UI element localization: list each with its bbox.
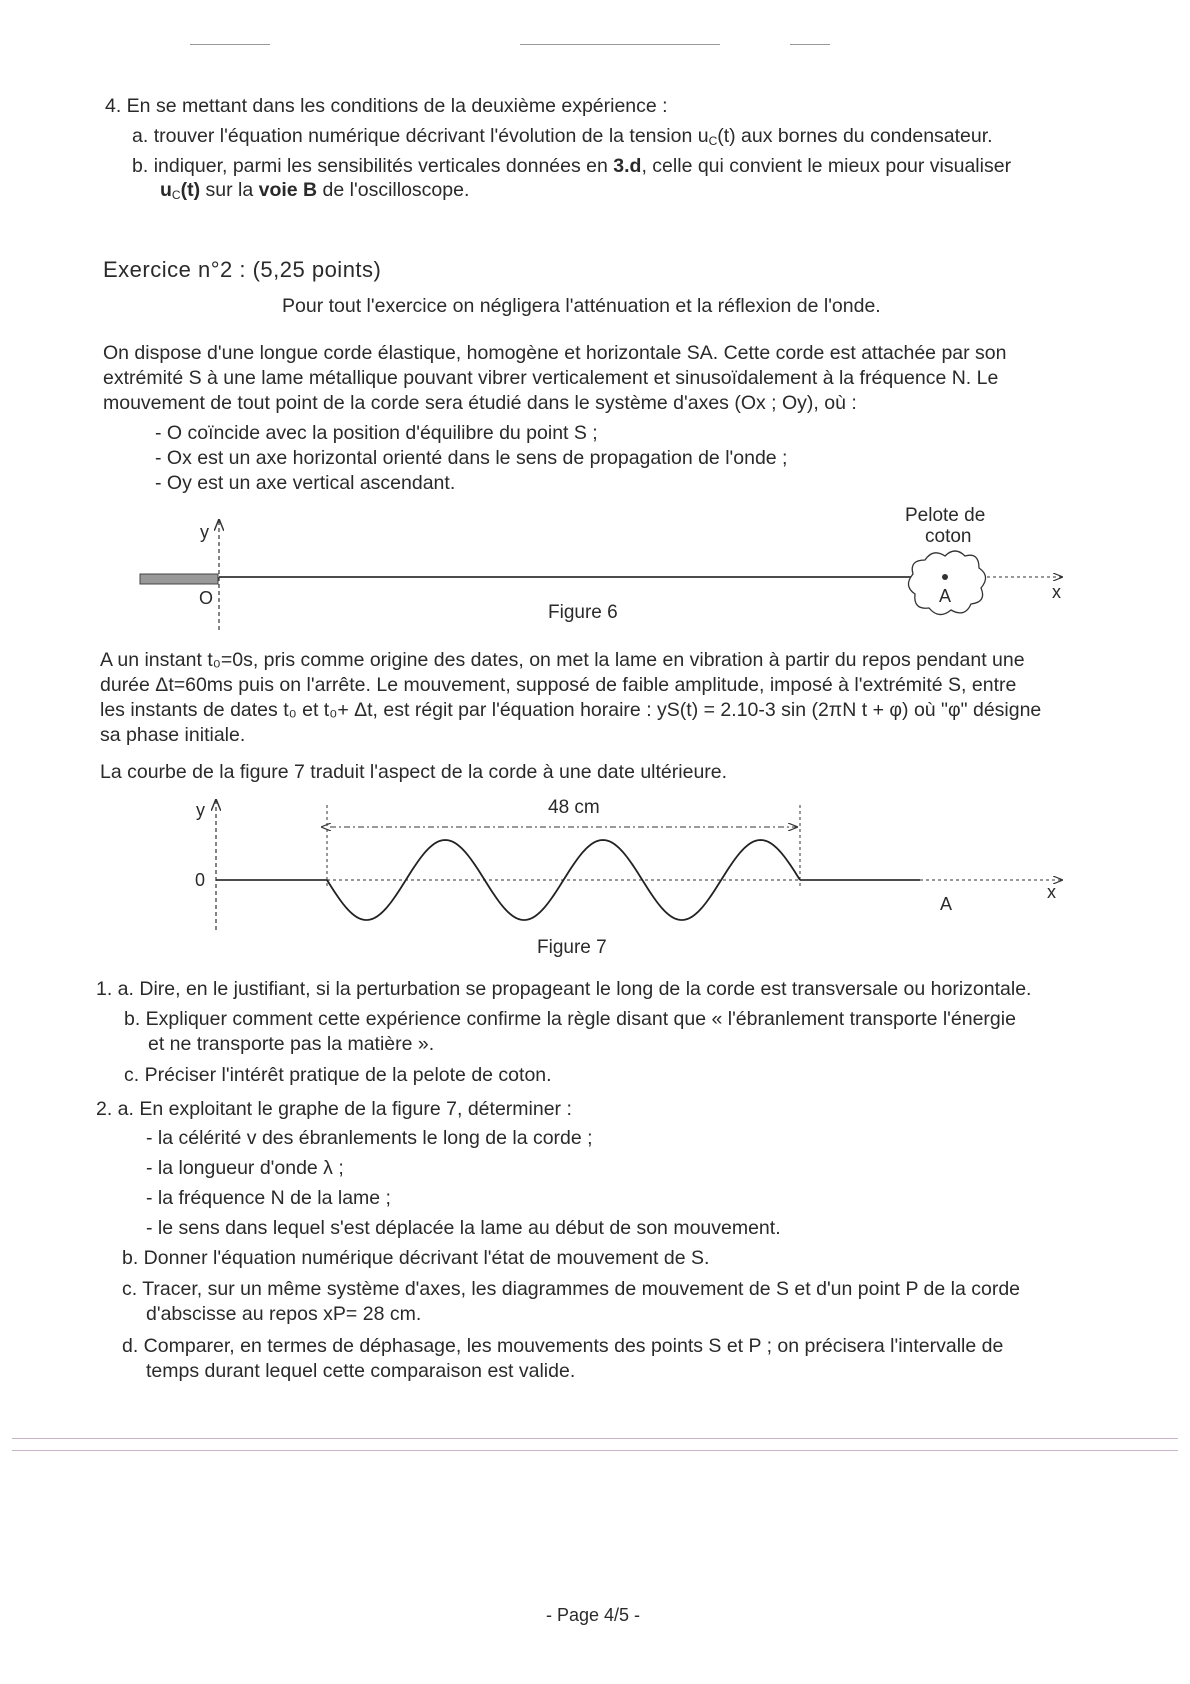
bullet-ox: - Ox est un axe horizontal orienté dans le sens de propagation de l'onde ;	[155, 447, 788, 469]
para2-line1: A un instant t₀=0s, pris comme origine des dates, on met la lame en vibration à partir du repos pendant une	[100, 649, 1025, 671]
question-1b-line2: et ne transporte pas la matière ».	[148, 1033, 435, 1055]
question-2a: 2. a. En exploitant le graphe de la figure 7, déterminer :	[96, 1098, 572, 1120]
exercise-para1-line1: On dispose d'une longue corde élastique, homogène et horizontale SA. Cette corde est attachée par son	[103, 342, 1007, 364]
question-1b-line1: b. Expliquer comment cette expérience confirme la règle disant que « l'ébranlement transporte l'énergie	[124, 1008, 1016, 1030]
q4-a-end: (t) aux bornes du condensateur.	[717, 125, 993, 147]
question-2d-line2: temps durant lequel cette comparaison est valide.	[146, 1360, 576, 1382]
fig6-y-label: y	[200, 522, 209, 542]
fig6-a-label: A	[939, 586, 952, 606]
q4-a-text: trouver l'équation numérique décrivant l'évolution de la tension u	[153, 125, 709, 147]
fig7-y-label: y	[196, 800, 205, 820]
para2-line3: les instants de dates t₀ et t₀+ Δt, est régit par l'équation horaire : yS(t) = 2.10-3 sin (2πN t + φ) où "φ" désigne	[100, 699, 1042, 721]
question-2a-item1: - la célérité v des ébranlements le long de la corde ;	[146, 1127, 593, 1149]
question-1c: c. Préciser l'intérêt pratique de la pelote de coton.	[124, 1064, 552, 1086]
exercise-para1-line3: mouvement de tout point de la corde sera étudié dans le système d'axes (Ox ; Oy), où :	[103, 392, 857, 414]
q4-b-c: sur la	[200, 179, 259, 201]
para2-line4: sa phase initiale.	[100, 724, 246, 746]
para2-line2: durée Δt=60ms puis on l'arrête. Le mouvement, supposé de faible amplitude, imposé à l'extrémité S, entre	[100, 674, 1017, 696]
q4-a-sub: C	[708, 134, 718, 148]
q4-b-d: de l'oscilloscope.	[317, 179, 470, 201]
q4-b-t: (t)	[180, 179, 201, 201]
question-1a: 1. a. Dire, en le justifiant, si la perturbation se propageant le long de la corde est transversale ou horizontale.	[96, 978, 1032, 1000]
q4-b-u: u	[160, 179, 172, 201]
exercise-note: Pour tout l'exercice on négligera l'atténuation et la réflexion de l'onde.	[282, 295, 881, 317]
question-2d-line1: d. Comparer, en termes de déphasage, les mouvements des points S et P ; on précisera l'intervalle de	[122, 1335, 1004, 1357]
question-2b: b. Donner l'équation numérique décrivant l'état de mouvement de S.	[122, 1247, 710, 1269]
q4-intro: 4. En se mettant dans les conditions de la deuxième expérience :	[105, 95, 668, 117]
q4-b-text: indiquer, parmi les sensibilités verticales données en	[153, 155, 608, 177]
fig7-x-label: x	[1047, 882, 1056, 902]
bottom-rule-1	[12, 1438, 1178, 1439]
question-2a-item3: - la fréquence N de la lame ;	[146, 1187, 391, 1209]
para2-line5: La courbe de la figure 7 traduit l'aspect de la corde à une date ultérieure.	[100, 761, 728, 783]
fig6-x-label: x	[1052, 582, 1061, 602]
exercise-title: Exercice n°2 : (5,25 points)	[103, 257, 382, 282]
page-number: - Page 4/5 -	[546, 1605, 641, 1625]
question-2a-item2: - la longueur d'onde λ ;	[146, 1157, 344, 1179]
q4-b-ref: 3.d	[613, 155, 642, 177]
fig6-o-label: O	[199, 588, 214, 608]
fig7-zero-label: 0	[195, 870, 206, 890]
question-2c-line1: c. Tracer, sur un même système d'axes, les diagrammes de mouvement de S et d'un point P de la corde	[122, 1278, 1021, 1300]
q4-b-voie: voie B	[258, 179, 318, 201]
q4-b-u-sub: C	[171, 188, 181, 202]
pelote-label-1: Pelote de	[905, 505, 986, 526]
figure-6-caption: Figure 6	[548, 602, 618, 623]
q4-a-label: a.	[132, 125, 149, 147]
figure-7-caption: Figure 7	[537, 937, 607, 958]
exercise-para1-line2: extrémité S à une lame métallique pouvant vibrer verticalement et sinusoïdalement à la fréquence N. Le	[103, 367, 999, 389]
q4-b-label: b.	[132, 155, 149, 177]
question-2a-item4: - le sens dans lequel s'est déplacée la lame au début de son mouvement.	[146, 1217, 781, 1239]
fig7-a-label: A	[940, 894, 953, 914]
fig7-span-label: 48 cm	[548, 797, 600, 818]
bullet-o: - O coïncide avec la position d'équilibre du point S ;	[155, 422, 598, 444]
bullet-oy: - Oy est un axe vertical ascendant.	[155, 472, 456, 494]
bottom-rule-2	[12, 1450, 1178, 1451]
q4-b-text2: , celle qui convient le mieux pour visualiser	[641, 155, 1012, 177]
pelote-label-2: coton	[925, 526, 972, 547]
question-2c-line2: d'abscisse au repos xP= 28 cm.	[146, 1303, 422, 1325]
